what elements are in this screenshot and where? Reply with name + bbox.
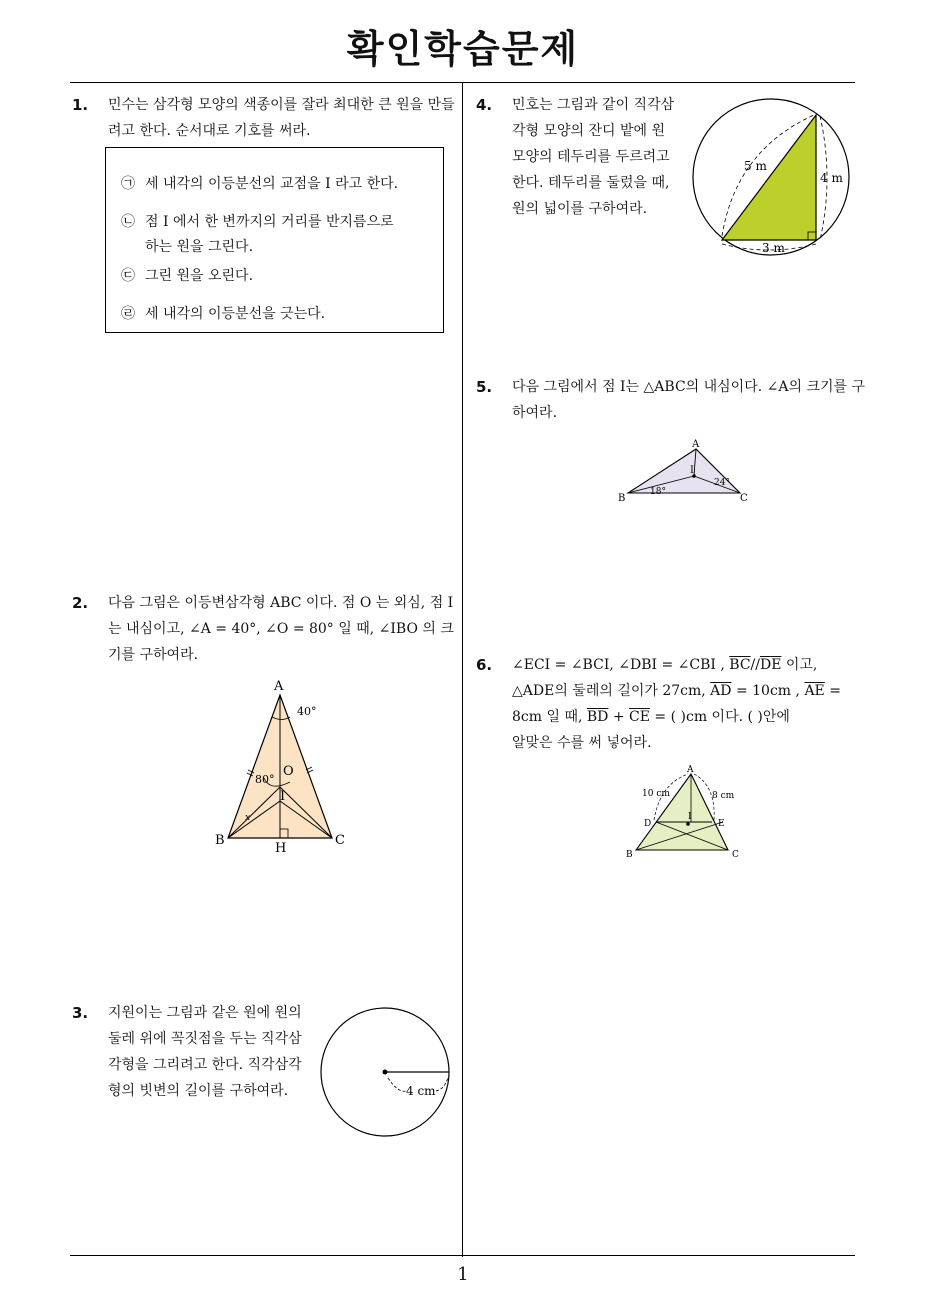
label-b: B: [215, 833, 225, 848]
angle-c-label: 24°: [714, 478, 730, 488]
label-a: A: [687, 765, 694, 775]
angle-a-label: 40°: [297, 705, 317, 718]
lawn-triangle: [722, 115, 816, 240]
question-3: [72, 1000, 307, 1104]
question-text: ∠ECI = ∠BCI, ∠DBI = ∠CBI , $\overline{BC}//\overline{DE}$ 이고, △ADE의 둘레의 길이가 27cm, $\overline{AD} = 10cm$ , $\overline{AE}$ = 8cm 일 때, $\overline{BD} + \overline{CE}$ = ( )cm 이다. ( )안에 알맞은 수를 써 넣어라.: [512, 657, 841, 751]
step-item: ㉡ 점 I 에서 한 변까지의 거리를 반지름으로: [121, 214, 394, 230]
step-item: ㉢ 그린 원을 오린다.: [121, 268, 254, 284]
label-i: I: [280, 789, 286, 804]
steps-box: [105, 147, 444, 333]
circle-figure: [318, 1005, 454, 1141]
label-a: A: [274, 679, 284, 694]
question-text: 민수는 삼각형 모양의 색종이를 잘라 최대한 큰 원을 만들려고 한다. 순서대로 기호를 써라.: [108, 97, 455, 139]
question-text: 다음 그림은 이등변삼각형 ABC 이다. 점 O 는 외심, 점 I 는 내심이고, ∠A = 40°, ∠O = 80° 일 때, ∠IBO 의 크기를 구하여라.: [108, 595, 454, 663]
question-number: 6.: [476, 656, 493, 674]
question-2: [72, 590, 460, 668]
label-e: E: [718, 819, 725, 829]
step-item: ㉠ 세 내각의 이등분선의 교점을 I 라고 한다.: [121, 176, 399, 192]
base-label: 3 m: [762, 241, 785, 255]
angle-b-label: 18°: [650, 487, 666, 497]
label-i: I: [690, 465, 694, 476]
question-number: 4.: [476, 96, 493, 114]
hypotenuse-label: 5 m: [744, 159, 767, 173]
radius-label: 4 cm: [406, 1084, 436, 1098]
label-o: O: [283, 764, 294, 779]
isosceles-triangle-figure: [200, 670, 360, 860]
label-b: B: [626, 850, 633, 860]
question-5: [476, 374, 866, 426]
label-d: D: [644, 819, 652, 829]
label-a: A: [692, 439, 700, 450]
label-h: H: [275, 841, 287, 856]
question-number: 3.: [72, 1004, 89, 1022]
page-title: 확인학습문제: [346, 27, 580, 71]
angle-o-label: 80°: [255, 773, 275, 786]
page-number: 1: [457, 1264, 469, 1285]
angle-x-label: x: [245, 813, 251, 823]
question-1: [72, 92, 460, 144]
question-6: [476, 652, 866, 756]
question-text: 지원이는 그림과 같은 원에 원의 둘레 위에 꼭짓점을 두는 직각삼각형을 그리려고 한다. 직각삼각형의 빗변의 길이를 구하여라.: [108, 1005, 302, 1099]
label-b: B: [618, 493, 626, 504]
incenter-triangle-figure: [612, 435, 760, 507]
lawn-circle-figure: [686, 90, 856, 262]
question-number: 2.: [72, 594, 89, 612]
height-label: 4 m: [820, 171, 843, 185]
bottom-rule: [70, 1255, 855, 1256]
label-c: C: [740, 493, 748, 504]
question-number: 5.: [476, 378, 493, 396]
step-item: 하는 원을 그린다.: [145, 239, 254, 255]
ae-length-label: 8 cm: [712, 791, 735, 801]
question-text: 다음 그림에서 점 I는 △ABC의 내심이다. ∠A의 크기를 구하여라.: [512, 379, 865, 421]
column-divider: [462, 82, 463, 1257]
label-c: C: [732, 850, 739, 860]
question-number: 1.: [72, 96, 89, 114]
label-i: I: [688, 812, 692, 822]
label-c: C: [335, 833, 345, 848]
question-text: 민호는 그림과 같이 직각삼각형 모양의 잔디 밭에 원 모양의 테두리를 두르려고 한다. 테두리를 둘렀을 때, 원의 넓이를 구하여라.: [512, 97, 675, 217]
step-item: ㉣ 세 내각의 이등분선을 긋는다.: [121, 306, 326, 322]
parallel-triangle-figure: [620, 762, 750, 862]
ad-length-label: 10 cm: [642, 789, 670, 799]
question-4: [476, 92, 679, 222]
